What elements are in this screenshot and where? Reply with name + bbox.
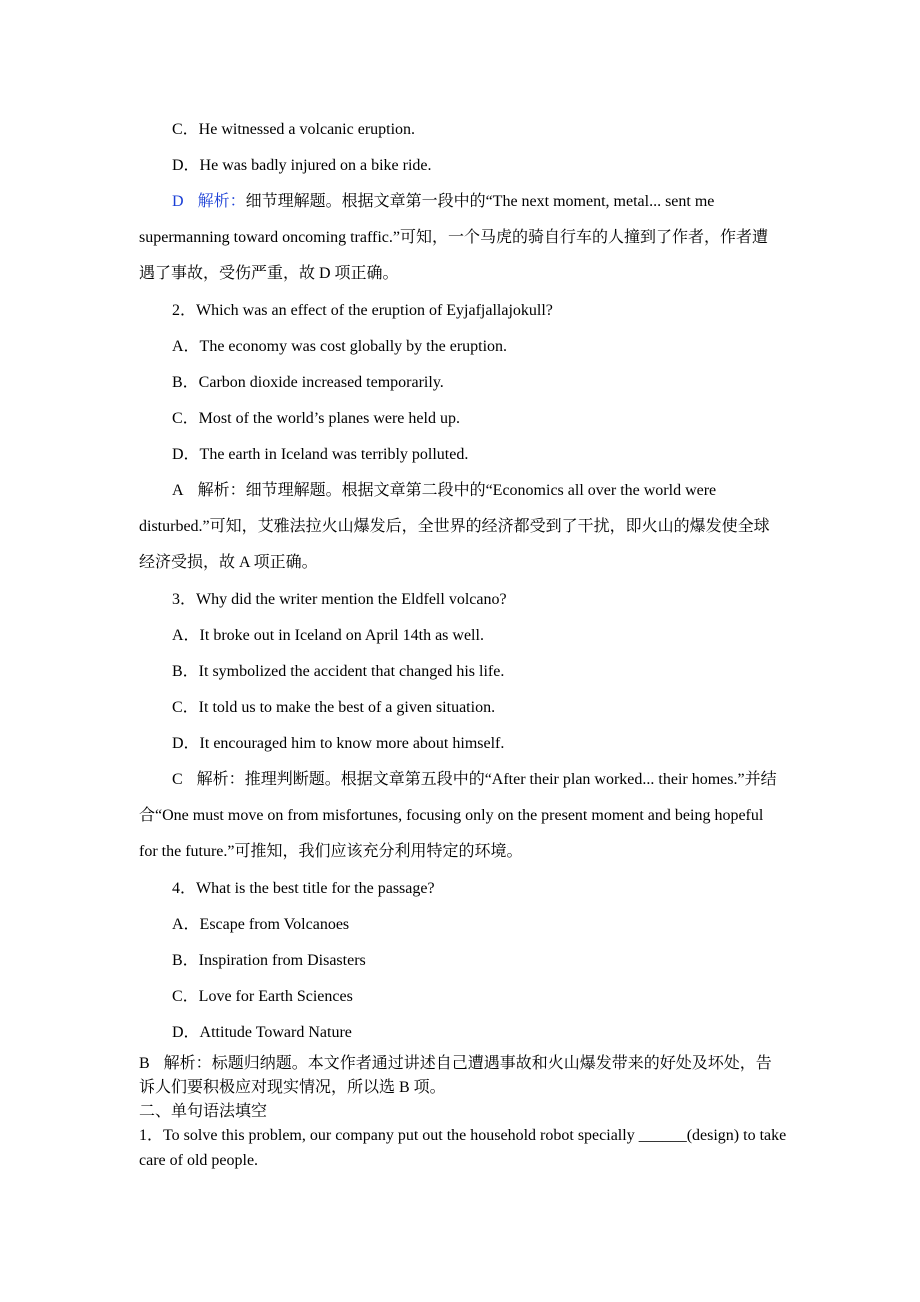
text: 细节理解题。根据文章第一段中的“The next moment, metal... sent me (245, 193, 715, 210)
text: 4．What is the best title for the passage? (172, 880, 435, 897)
text: C．Most of the world’s planes were held up. (172, 410, 460, 427)
answer-letter: B (139, 1055, 150, 1072)
text: 诉人们要积极应对现实情况，所以选 B 项。 (139, 1079, 446, 1096)
q2-analysis-line (139, 517, 770, 537)
q4-option-a (172, 915, 349, 935)
q4-analysis-line (139, 1054, 772, 1074)
grammar-item-1 (139, 1126, 786, 1146)
text: 3．Why did the writer mention the Eldfell volcano? (172, 591, 507, 608)
text: supermanning toward oncoming traffic.”可知，一个马虎的骑自行车的人撞到了作者，作者遭 (139, 229, 768, 246)
q1-option-d (172, 156, 432, 176)
q4-option-c (172, 987, 353, 1007)
text: A．It broke out in Iceland on April 14th as well. (172, 627, 484, 644)
text: C．Love for Earth Sciences (172, 988, 353, 1005)
q4-analysis-line (139, 1078, 446, 1098)
q3-analysis-line (139, 806, 763, 826)
text: C．He witnessed a volcanic eruption. (172, 121, 416, 138)
analysis-label: 解析： (196, 771, 245, 788)
text: D．It encouraged him to know more about himself. (172, 735, 505, 752)
section-heading (139, 1102, 267, 1122)
text: 经济受损，故 A 项正确。 (139, 554, 318, 571)
q1-analysis-line (139, 228, 768, 248)
text: B．It symbolized the accident that changed his life. (172, 663, 505, 680)
grammar-item-1 (139, 1151, 258, 1171)
answer-letter: D (172, 193, 184, 210)
text: A．The economy was cost globally by the eruption. (172, 338, 508, 355)
q2-option-a (172, 337, 507, 357)
text: D．Attitude Toward Nature (172, 1024, 352, 1041)
analysis-label: 解析： (197, 482, 246, 499)
q3-option-b (172, 662, 504, 682)
text: D．The earth in Iceland was terribly polluted. (172, 446, 469, 463)
q2-option-d (172, 445, 468, 465)
q3-option-d (172, 734, 504, 754)
q3-option-a (172, 626, 484, 646)
text: 标题归纳题。本文作者通过讲述自己遭遇事故和火山爆发带来的好处及坏处，告 (211, 1055, 772, 1072)
q3-analysis-line (172, 770, 777, 790)
analysis-label: 解析： (197, 193, 246, 210)
q3-option-c (172, 698, 495, 718)
text: D．He was badly injured on a bike ride. (172, 157, 432, 174)
text: 细节理解题。根据文章第二段中的“Economics all over the world were (245, 482, 717, 499)
q2-analysis-line (139, 553, 318, 573)
text: C．It told us to make the best of a given situation. (172, 699, 496, 716)
text: B．Carbon dioxide increased temporarily. (172, 374, 444, 391)
answer-letter: A (172, 482, 184, 499)
text: for the future.”可推知，我们应该充分利用特定的环境。 (139, 843, 523, 860)
q2-question (172, 301, 553, 321)
q4-question (172, 879, 435, 899)
answer-letter: C (172, 771, 183, 788)
text: 合“One must move on from misfortunes, focusing only on the present moment and being hopeful (139, 807, 764, 824)
text: A．Escape from Volcanoes (172, 916, 350, 933)
q3-analysis-line (139, 842, 523, 862)
text: 遇了事故，受伤严重，故 D 项正确。 (139, 265, 399, 282)
q2-option-b (172, 373, 444, 393)
text: disturbed.”可知，艾雅法拉火山爆发后，全世界的经济都受到了干扰，即火山的爆发使全球 (139, 518, 770, 535)
q4-option-b (172, 951, 366, 971)
q2-option-c (172, 409, 460, 429)
text: care of old people. (139, 1152, 259, 1169)
q1-analysis-line (172, 192, 714, 212)
q3-question (172, 590, 507, 610)
q4-option-d (172, 1023, 352, 1043)
text: 二、单句语法填空 (139, 1103, 268, 1120)
q1-analysis-line (139, 264, 399, 284)
q2-analysis-line (172, 481, 716, 501)
text: 2．Which was an effect of the eruption of Eyjafjallajokull? (172, 302, 553, 319)
text: 推理判断题。根据文章第五段中的“After their plan worked... their homes.”并结 (244, 771, 777, 788)
text: B．Inspiration from Disasters (172, 952, 366, 969)
analysis-label: 解析： (163, 1055, 212, 1072)
q1-option-c (172, 120, 415, 140)
text: 1．To solve this problem, our company put out the household robot specially ______(design) to take (139, 1127, 787, 1144)
